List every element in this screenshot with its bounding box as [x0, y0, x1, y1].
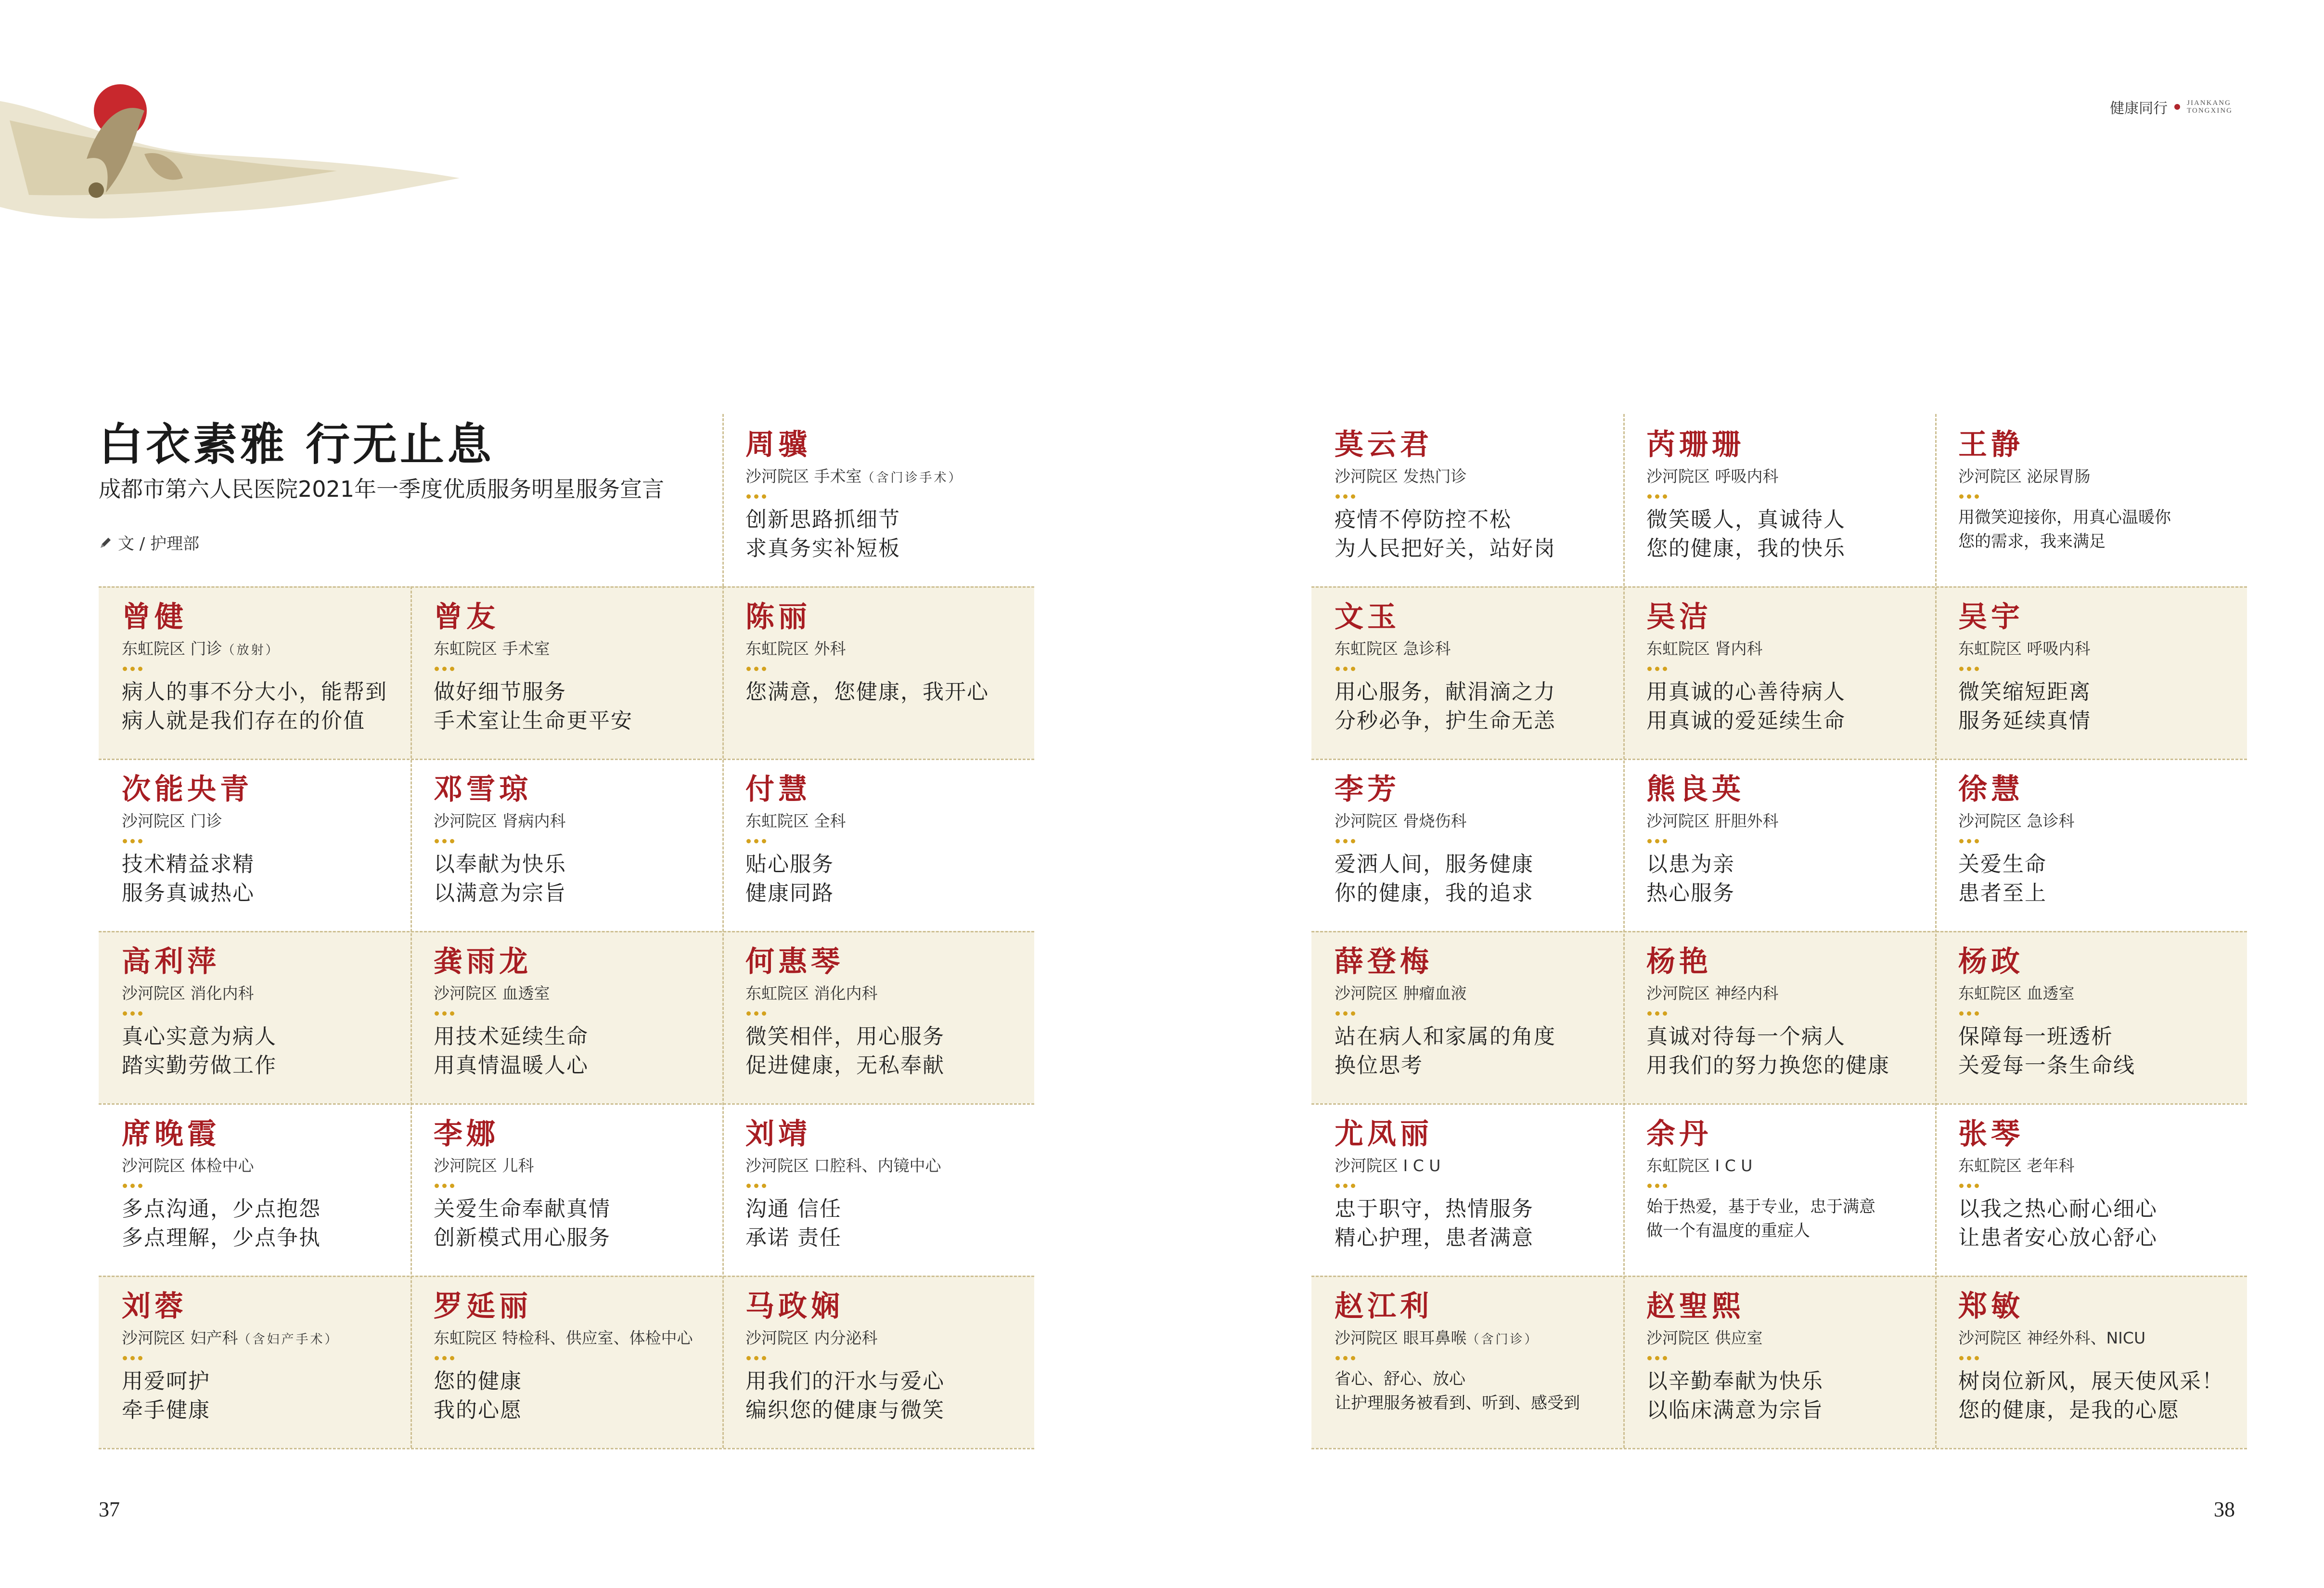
staff-motto-line: 以辛勤奉献为快乐	[1646, 1369, 1823, 1394]
gold-dots-divider	[435, 1011, 708, 1016]
staff-name: 吴宇	[1958, 600, 2024, 634]
department-text: 沙河院区 消化内科	[122, 984, 254, 1003]
staff-motto-line: 以奉献为快乐	[434, 852, 566, 877]
staff-card	[722, 1103, 1034, 1276]
staff-card	[1935, 1276, 2247, 1448]
department-note: （放射）	[222, 643, 280, 658]
staff-motto-line: 患者至上	[1958, 881, 2047, 905]
staff-department	[122, 1156, 396, 1177]
staff-department	[1958, 1329, 2233, 1349]
staff-card	[1311, 759, 1623, 931]
department-text: 东虹院区 呼吸内科	[1958, 639, 2091, 658]
staff-department	[434, 1156, 708, 1177]
article-subtitle: 成都市第六人民医院2021年一季度优质服务明星服务宣言	[99, 476, 665, 502]
dashed-rule	[1311, 1276, 2247, 1277]
staff-card	[99, 586, 411, 759]
staff-name: 刘蓉	[122, 1290, 187, 1323]
department-text: 沙河院区 内分泌科	[745, 1329, 878, 1347]
staff-card	[1623, 414, 1935, 586]
staff-name: 莫云君	[1335, 428, 1433, 462]
staff-motto-line: 创新思路抓细节	[745, 507, 900, 532]
running-latin-2: TONGXING	[2187, 107, 2233, 115]
staff-motto-line: 你的健康，我的追求	[1335, 881, 1534, 905]
staff-motto-line: 关爱生命奉献真情	[434, 1197, 611, 1221]
gold-dots-divider	[435, 1184, 708, 1188]
staff-name: 何惠琴	[745, 945, 844, 979]
dashed-rule	[99, 1103, 1034, 1105]
staff-motto-line: 沟通 信任	[745, 1197, 842, 1221]
staff-department	[1335, 1329, 1609, 1349]
pencil-icon	[99, 535, 113, 550]
staff-department	[745, 984, 1020, 1005]
dashed-column-rule	[1623, 414, 1625, 1448]
department-text: 东虹院区 血透室	[1958, 984, 2075, 1003]
department-text: 沙河院区 儿科	[434, 1156, 534, 1175]
dashed-rule	[99, 1448, 1034, 1449]
staff-card	[411, 1103, 722, 1276]
staff-department	[434, 1329, 708, 1349]
department-text: 沙河院区 肾病内科	[434, 812, 566, 830]
gold-dots-divider	[746, 1184, 1020, 1188]
gold-dots-divider	[1647, 667, 1921, 671]
staff-motto-line: 精心护理，患者满意	[1335, 1226, 1534, 1250]
staff-motto-line: 真心实意为病人	[122, 1024, 277, 1049]
dashed-rule	[99, 1276, 1034, 1277]
department-text: 沙河院区 神经外科、NICU	[1958, 1329, 2146, 1347]
staff-motto-line: 用我们的努力换您的健康	[1646, 1053, 1890, 1078]
staff-card	[722, 414, 1034, 586]
department-text: 东虹院区 全科	[745, 812, 846, 830]
running-head-title: 健康同行	[2110, 100, 2168, 117]
staff-name: 赵江利	[1335, 1290, 1433, 1323]
staff-name: 吴洁	[1646, 600, 1712, 634]
dashed-rule	[1311, 759, 2247, 760]
staff-motto-line: 微笑暖人，真诚待人	[1646, 507, 1846, 532]
staff-motto-line: 用爱呵护	[122, 1369, 210, 1394]
staff-name: 马政娴	[745, 1290, 844, 1323]
staff-department	[1646, 812, 1921, 832]
gold-dots-divider	[746, 839, 1020, 843]
gold-dots-divider	[1959, 667, 2233, 671]
staff-department	[1646, 1329, 1921, 1349]
staff-name: 高利萍	[122, 945, 220, 979]
staff-motto-line: 关爱生命	[1958, 852, 2047, 877]
staff-card	[1935, 931, 2247, 1103]
staff-motto-line: 省心、舒心、放心	[1335, 1369, 1465, 1389]
staff-card	[1311, 931, 1623, 1103]
staff-department	[1646, 467, 1921, 488]
department-text: 东虹院区 特检科、供应室、体检中心	[434, 1329, 693, 1347]
staff-name: 李娜	[434, 1117, 499, 1151]
staff-motto-line: 用技术延续生命	[434, 1024, 589, 1049]
department-text: 东虹院区 门诊	[122, 639, 222, 658]
department-text: 沙河院区 血透室	[434, 984, 550, 1003]
staff-card	[722, 759, 1034, 931]
staff-name: 刘靖	[745, 1117, 811, 1151]
staff-card	[99, 1103, 411, 1276]
running-head-latin	[2187, 99, 2233, 115]
staff-card	[99, 1276, 411, 1448]
staff-card	[1623, 1276, 1935, 1448]
dashed-column-rule	[411, 586, 412, 1448]
staff-department	[1646, 1156, 1921, 1177]
staff-department	[122, 984, 396, 1005]
staff-motto-line: 病人的事不分大小，能帮到	[122, 680, 387, 704]
staff-motto-line: 站在病人和家属的角度	[1335, 1024, 1556, 1049]
staff-motto-line: 以满意为宗旨	[434, 881, 566, 905]
department-text: 沙河院区 肿瘤血液	[1335, 984, 1467, 1003]
gold-dots-divider	[1335, 1011, 1609, 1016]
staff-motto-line: 以患为亲	[1646, 852, 1735, 877]
running-latin-1: JIANKANG	[2187, 99, 2231, 107]
dashed-rule	[1311, 586, 2247, 588]
department-text: 沙河院区 门诊	[122, 812, 222, 830]
department-text: 东虹院区 消化内科	[745, 984, 878, 1003]
staff-card	[411, 1276, 722, 1448]
staff-department	[1646, 984, 1921, 1005]
dashed-column-rule	[1935, 414, 1937, 1448]
dashed-rule	[99, 759, 1034, 760]
staff-motto-line: 您的健康，我的快乐	[1646, 536, 1846, 561]
staff-card	[411, 931, 722, 1103]
staff-motto-line: 手术室让生命更平安	[434, 709, 633, 733]
staff-card	[1311, 414, 1623, 586]
gold-dots-divider	[1335, 667, 1609, 671]
staff-motto-line: 用我们的汗水与爱心	[745, 1369, 945, 1394]
staff-motto-line: 您的需求，我来满足	[1958, 532, 2106, 551]
staff-motto-line: 服务延续真情	[1958, 709, 2091, 733]
dashed-rule	[99, 931, 1034, 932]
staff-department	[1958, 639, 2233, 660]
staff-motto-line: 热心服务	[1646, 881, 1735, 905]
gold-dots-divider	[1647, 839, 1921, 843]
department-text: 沙河院区 口腔科、内镜中心	[745, 1156, 941, 1175]
gold-dots-divider	[1335, 1356, 1609, 1360]
staff-card	[1935, 1103, 2247, 1276]
staff-motto-line: 您的健康	[434, 1369, 522, 1394]
staff-motto-line: 编织您的健康与微笑	[745, 1398, 945, 1422]
staff-department	[122, 639, 396, 660]
staff-motto-line: 以临床满意为宗旨	[1646, 1398, 1823, 1422]
department-text: 沙河院区 骨烧伤科	[1335, 812, 1467, 830]
gold-dots-divider	[746, 1356, 1020, 1360]
staff-motto-line: 促进健康，无私奉献	[745, 1053, 945, 1078]
staff-motto-line: 您的健康，是我的心愿	[1958, 1398, 2180, 1422]
staff-card	[99, 931, 411, 1103]
staff-department	[1958, 812, 2233, 832]
staff-motto-line: 分秒必争，护生命无恙	[1335, 709, 1556, 733]
staff-department	[434, 812, 708, 832]
staff-name: 文玉	[1335, 600, 1400, 634]
staff-card	[1623, 1103, 1935, 1276]
staff-motto-line: 为人民把好关，站好岗	[1335, 536, 1556, 561]
staff-department	[434, 639, 708, 660]
department-text: 沙河院区 神经内科	[1646, 984, 1779, 1003]
dashed-rule	[1311, 931, 2247, 932]
gold-dots-divider	[123, 667, 396, 671]
gold-dots-divider	[435, 1356, 708, 1360]
staff-motto-line: 用真诚的爱延续生命	[1646, 709, 1846, 733]
staff-motto-line: 树岗位新风，展天使风采！	[1958, 1369, 2224, 1394]
staff-motto-line: 承诺 责任	[745, 1226, 842, 1250]
gold-dots-divider	[1647, 1011, 1921, 1016]
gold-dots-divider	[123, 1184, 396, 1188]
staff-name: 李芳	[1335, 773, 1400, 806]
department-text: 沙河院区 呼吸内科	[1646, 467, 1779, 486]
staff-motto-line: 求真务实补短板	[745, 536, 900, 561]
staff-motto-line: 用真情温暖人心	[434, 1053, 589, 1078]
page-number-left: 37	[99, 1498, 120, 1521]
staff-name: 周骥	[745, 428, 811, 462]
byline-text: 文 / 护理部	[118, 534, 200, 554]
staff-card	[1623, 586, 1935, 759]
staff-name: 郑敏	[1958, 1290, 2024, 1323]
staff-name: 罗延丽	[434, 1290, 532, 1323]
staff-department	[1646, 639, 1921, 660]
staff-card	[99, 759, 411, 931]
staff-motto-line: 服务真诚热心	[122, 881, 255, 905]
staff-motto-line: 让护理服务被看到、听到、感受到	[1335, 1394, 1580, 1413]
gold-dots-divider	[123, 1011, 396, 1016]
staff-card	[722, 586, 1034, 759]
staff-name: 曾健	[122, 600, 187, 634]
staff-department	[745, 1329, 1020, 1349]
gold-dots-divider	[1335, 839, 1609, 843]
staff-motto-line: 贴心服务	[745, 852, 834, 877]
running-head	[2110, 96, 2233, 117]
staff-card	[1623, 931, 1935, 1103]
staff-card	[1623, 759, 1935, 931]
staff-motto-line: 疫情不停防控不松	[1335, 507, 1512, 532]
department-text: 沙河院区 急诊科	[1958, 812, 2075, 830]
department-text: 沙河院区 眼耳鼻喉	[1335, 1329, 1467, 1347]
staff-name: 赵聖熙	[1646, 1290, 1745, 1323]
gold-dots-divider	[123, 839, 396, 843]
dashed-column-rule	[722, 414, 724, 586]
staff-motto-line: 用真诚的心善待病人	[1646, 680, 1846, 704]
department-text: 沙河院区 供应室	[1646, 1329, 1763, 1347]
staff-name: 陈丽	[745, 600, 811, 634]
staff-department	[1958, 467, 2233, 488]
department-text: 沙河院区 肝胆外科	[1646, 812, 1779, 830]
staff-card	[722, 931, 1034, 1103]
staff-name: 张琴	[1958, 1117, 2024, 1151]
staff-name: 龚雨龙	[434, 945, 532, 979]
staff-department	[1958, 984, 2233, 1005]
staff-department	[122, 1329, 396, 1349]
staff-motto-line: 多点理解，少点争执	[122, 1226, 321, 1250]
staff-motto-line: 保障每一班透析	[1958, 1024, 2113, 1049]
gold-dots-divider	[1647, 1184, 1921, 1188]
staff-name: 徐慧	[1958, 773, 2024, 806]
department-text: 沙河院区 手术室	[745, 467, 862, 486]
gold-dots-divider	[1959, 1011, 2233, 1016]
gold-dots-divider	[1959, 839, 2233, 843]
staff-card	[411, 586, 722, 759]
staff-motto-line: 用微笑迎接你，用真心温暖你	[1958, 508, 2171, 527]
staff-motto-line: 做一个有温度的重症人	[1646, 1221, 1810, 1240]
department-text: 东虹院区 I C U	[1646, 1156, 1753, 1175]
staff-name: 杨艳	[1646, 945, 1712, 979]
gold-dots-divider	[746, 1011, 1020, 1016]
dashed-rule	[1311, 1103, 2247, 1105]
staff-motto-line: 忠于职守，热情服务	[1335, 1197, 1534, 1221]
gold-dots-divider	[746, 494, 1020, 499]
department-note: （含妇产手术）	[238, 1332, 339, 1347]
department-note: （含门诊手术）	[861, 471, 963, 485]
staff-card	[411, 759, 722, 931]
staff-motto-line: 创新模式用心服务	[434, 1226, 611, 1250]
staff-card	[1935, 414, 2247, 586]
staff-name: 曾友	[434, 600, 499, 634]
staff-motto-line: 牵手健康	[122, 1398, 210, 1422]
page-number-right: 38	[2214, 1498, 2235, 1521]
staff-department	[745, 1156, 1020, 1177]
staff-motto-line: 健康同路	[745, 881, 834, 905]
department-text: 沙河院区 妇产科	[122, 1329, 238, 1347]
staff-name: 尤凤丽	[1335, 1117, 1433, 1151]
staff-department	[434, 984, 708, 1005]
staff-motto-line: 爱洒人间，服务健康	[1335, 852, 1534, 877]
gold-dots-divider	[1647, 1356, 1921, 1360]
staff-name: 邓雪琼	[434, 773, 532, 806]
staff-motto-line: 踏实勤劳做工作	[122, 1053, 277, 1078]
gold-dots-divider	[1335, 1184, 1609, 1188]
staff-department	[745, 812, 1020, 832]
staff-department	[122, 812, 396, 832]
gold-dots-divider	[746, 667, 1020, 671]
staff-card	[1935, 586, 2247, 759]
staff-motto-line: 病人就是我们存在的价值	[122, 709, 365, 733]
gold-dots-divider	[435, 839, 708, 843]
department-text: 东虹院区 手术室	[434, 639, 550, 658]
staff-department	[745, 639, 1020, 660]
staff-motto-line: 始于热爱，基于专业，忠于满意	[1646, 1197, 1875, 1216]
department-text: 东虹院区 急诊科	[1335, 639, 1451, 658]
staff-name: 余丹	[1646, 1117, 1712, 1151]
gold-dots-divider	[435, 667, 708, 671]
staff-department	[1958, 1156, 2233, 1177]
staff-name: 杨政	[1958, 945, 2024, 979]
gold-dots-divider	[1335, 494, 1609, 499]
lotus-icon	[2174, 104, 2180, 110]
staff-motto-line: 微笑缩短距离	[1958, 680, 2091, 704]
department-text: 沙河院区 发热门诊	[1335, 467, 1467, 486]
staff-motto-line: 多点沟通，少点抱怨	[122, 1197, 321, 1221]
staff-card	[1311, 586, 1623, 759]
dashed-rule	[1311, 1448, 2247, 1449]
staff-motto-line: 做好细节服务	[434, 680, 566, 704]
staff-department	[745, 467, 1020, 488]
staff-department	[1335, 467, 1609, 488]
staff-department	[1335, 1156, 1609, 1177]
department-text: 东虹院区 外科	[745, 639, 846, 658]
gold-dots-divider	[1959, 1184, 2233, 1188]
department-text: 东虹院区 肾内科	[1646, 639, 1763, 658]
staff-name: 王静	[1958, 428, 2024, 462]
gold-dots-divider	[1959, 1356, 2233, 1360]
staff-motto-line: 您满意，您健康，我开心	[745, 680, 989, 704]
department-text: 沙河院区 体检中心	[122, 1156, 254, 1175]
header-brush-logo	[0, 82, 462, 226]
department-text: 沙河院区 泌尿胃肠	[1958, 467, 2091, 486]
staff-motto-line: 微笑相伴，用心服务	[745, 1024, 945, 1049]
staff-name: 熊良英	[1646, 773, 1745, 806]
staff-motto-line: 关爱每一条生命线	[1958, 1053, 2135, 1078]
gold-dots-divider	[1647, 494, 1921, 499]
staff-motto-line: 技术精益求精	[122, 852, 255, 877]
staff-card	[1311, 1276, 1623, 1448]
staff-name: 薛登梅	[1335, 945, 1433, 979]
staff-department	[1335, 984, 1609, 1005]
dashed-column-rule	[722, 586, 724, 1448]
staff-motto-line: 真诚对待每一个病人	[1646, 1024, 1846, 1049]
dashed-rule	[99, 586, 1034, 588]
staff-motto-line: 以我之热心耐心细心	[1958, 1197, 2157, 1221]
staff-motto-line: 让患者安心放心舒心	[1958, 1226, 2157, 1250]
staff-department	[1335, 639, 1609, 660]
byline	[99, 530, 199, 554]
department-note: （含门诊）	[1466, 1332, 1539, 1347]
staff-name: 付慧	[745, 773, 811, 806]
staff-motto-line: 换位思考	[1335, 1053, 1423, 1078]
department-text: 东虹院区 老年科	[1958, 1156, 2075, 1175]
staff-card	[722, 1276, 1034, 1448]
staff-card	[1311, 1103, 1623, 1276]
department-text: 沙河院区 I C U	[1335, 1156, 1441, 1175]
staff-motto-line: 用心服务，献涓滴之力	[1335, 680, 1556, 704]
staff-name: 席晚霞	[122, 1117, 220, 1151]
article-title: 白衣素雅 行无止息	[99, 418, 495, 470]
staff-name: 次能央青	[122, 773, 253, 806]
staff-card	[1935, 759, 2247, 931]
gold-dots-divider	[1959, 494, 2233, 499]
staff-name: 芮珊珊	[1646, 428, 1745, 462]
staff-motto-line: 我的心愿	[434, 1398, 522, 1422]
staff-department	[1335, 812, 1609, 832]
gold-dots-divider	[123, 1356, 396, 1360]
